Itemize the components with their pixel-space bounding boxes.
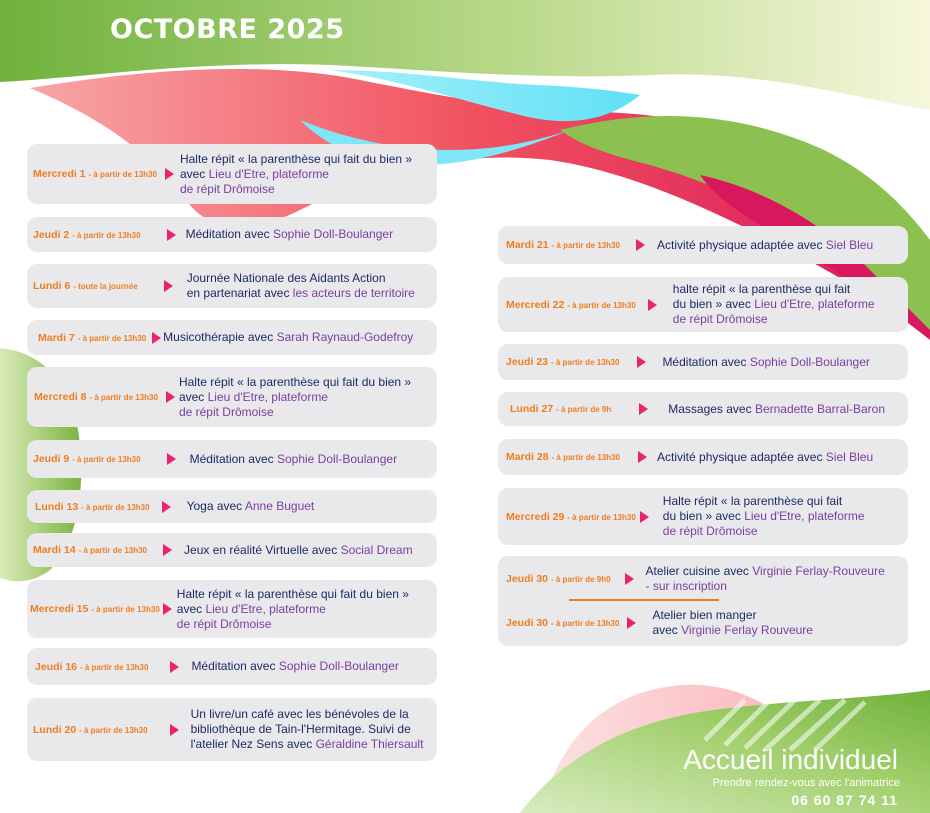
- event-card: [27, 580, 437, 638]
- event-description: Halte répit « la parenthèse qui fait du bien » avec Lieu d'Etre, plateforme de répit Drômoise: [179, 151, 413, 196]
- event-card: [27, 217, 437, 252]
- event-description: Activité physique adaptée avec Siel Bleu: [657, 237, 874, 252]
- event-description: Musicothérapie avec Sarah Raynaud-Godefroy: [163, 330, 414, 344]
- arrow-icon: [638, 451, 647, 463]
- arrow-icon: [165, 168, 174, 180]
- event-card: [27, 440, 437, 478]
- event-description: Massages avec Bernadette Barral-Baron: [668, 401, 886, 416]
- event-date: Mardi 7 - à partir de 13h30: [38, 331, 147, 344]
- arrow-icon: [167, 453, 176, 465]
- arrow-icon: [625, 573, 634, 585]
- event-card: [27, 264, 437, 308]
- footer-phone[interactable]: 06 60 87 74 11: [791, 792, 898, 808]
- arrow-icon: [152, 332, 161, 344]
- event-card: [498, 344, 908, 380]
- footer-title: Accueil individuel: [683, 744, 898, 775]
- event-description: halte répit « la parenthèse qui fait du bien » avec Lieu d'Etre, plateforme de répit Drômoise: [672, 282, 875, 326]
- event-description: Halte répit « la parenthèse qui fait du bien » avec Lieu d'Etre, plateforme de répit Drômoise: [176, 586, 409, 631]
- event-date: Lundi 6 - toute la journée: [33, 280, 138, 292]
- arrow-icon: [627, 617, 636, 629]
- event-date: Jeudi 30 - à partir de 9h0: [506, 573, 611, 585]
- arrow-icon: [648, 299, 657, 311]
- event-description: Activité physique adaptée avec Siel Bleu: [657, 449, 874, 464]
- event-date: Mardi 28 - à partir de 13h30: [506, 451, 621, 463]
- event-date: Mercredi 8 - à partir de 13h30: [34, 391, 158, 403]
- event-date: Jeudi 16 - à partir de 13h30: [35, 660, 149, 673]
- event-description: Méditation avec Sophie Doll-Boulanger: [662, 354, 870, 369]
- event-card: [27, 533, 437, 567]
- arrow-icon: [164, 280, 173, 292]
- arrow-icon: [163, 603, 172, 615]
- event-date: Mercredi 1 - à partir de 13h30: [33, 168, 157, 180]
- arrow-icon: [162, 501, 171, 513]
- arrow-icon: [640, 511, 649, 523]
- event-card: [498, 392, 908, 426]
- event-date: Jeudi 30 - à partir de 13h30: [506, 617, 620, 629]
- event-card: [498, 226, 908, 264]
- arrow-icon: [170, 724, 179, 736]
- event-card: [498, 277, 908, 332]
- event-description: Atelier bien manger avec Virginie Ferlay Rouveure: [652, 608, 813, 637]
- event-description: Méditation avec Sophie Doll-Boulanger: [189, 451, 398, 466]
- arrow-icon: [636, 239, 645, 251]
- event-card: [27, 648, 437, 685]
- event-card: [498, 439, 908, 475]
- arrow-icon: [637, 356, 646, 368]
- event-card: [27, 490, 437, 523]
- event-card: [27, 144, 437, 204]
- event-date: Lundi 20 - à partir de 13h30: [33, 723, 148, 736]
- event-card: [27, 320, 437, 355]
- event-description: Un livre/un café avec les bénévoles de la bibliothèque de Tain-l'Hermitage. Suivi de l'atelier Nez Sens avec Géraldine Thiersault: [190, 707, 424, 751]
- separator-line: [569, 599, 719, 601]
- event-description: Yoga avec Anne Buguet: [186, 499, 315, 513]
- event-date: Mercredi 22 - à partir de 13h30: [506, 298, 636, 311]
- event-date: Lundi 27 - à partir de 9h: [510, 403, 612, 415]
- event-card: [27, 367, 437, 427]
- arrow-icon: [167, 229, 176, 241]
- event-date: Jeudi 23 - à partir de 13h30: [506, 356, 620, 368]
- arrow-icon: [163, 544, 172, 556]
- event-date: Jeudi 9 - à partir de 13h30: [33, 453, 141, 465]
- event-description: Journée Nationale des Aidants Action en partenariat avec les acteurs de territoire: [186, 271, 415, 300]
- footer-subtitle: Prendre rendez-vous avec l'animatrice: [712, 777, 900, 789]
- event-row: [506, 559, 908, 599]
- event-date: Lundi 13 - à partir de 13h30: [35, 500, 150, 513]
- event-description: Méditation avec Sophie Doll-Boulanger: [185, 227, 394, 241]
- event-date: Mardi 14 - à partir de 13h30: [33, 544, 148, 556]
- event-description: Halte répit « la parenthèse qui fait du bien » avec Lieu d'Etre, plateforme de répit Drômoise: [178, 374, 412, 419]
- event-description: Halte répit « la parenthèse qui fait du bien » avec Lieu d'Etre, plateforme de répit Drômoise: [662, 494, 865, 538]
- event-date: Mercredi 15 - à partir de 13h30: [30, 603, 160, 615]
- event-row: [506, 603, 908, 643]
- event-date: Mardi 21 - à partir de 13h30: [506, 239, 621, 251]
- event-card: [27, 698, 437, 761]
- event-date: Jeudi 2 - à partir de 13h30: [33, 228, 141, 241]
- event-card-double: [498, 556, 908, 646]
- event-description: Méditation avec Sophie Doll-Boulanger: [191, 659, 399, 673]
- page-title: OCTOBRE 2025: [110, 14, 345, 45]
- event-date: Mercredi 29 - à partir de 13h30: [506, 510, 636, 523]
- event-card: [498, 488, 908, 545]
- event-description: Jeux en réalité Virtuelle avec Social Dream: [184, 542, 413, 557]
- arrow-icon: [166, 391, 175, 403]
- arrow-icon: [639, 403, 648, 415]
- arrow-icon: [170, 661, 179, 673]
- event-description: Atelier cuisine avec Virginie Ferlay-Rouveure - sur inscription: [645, 564, 885, 593]
